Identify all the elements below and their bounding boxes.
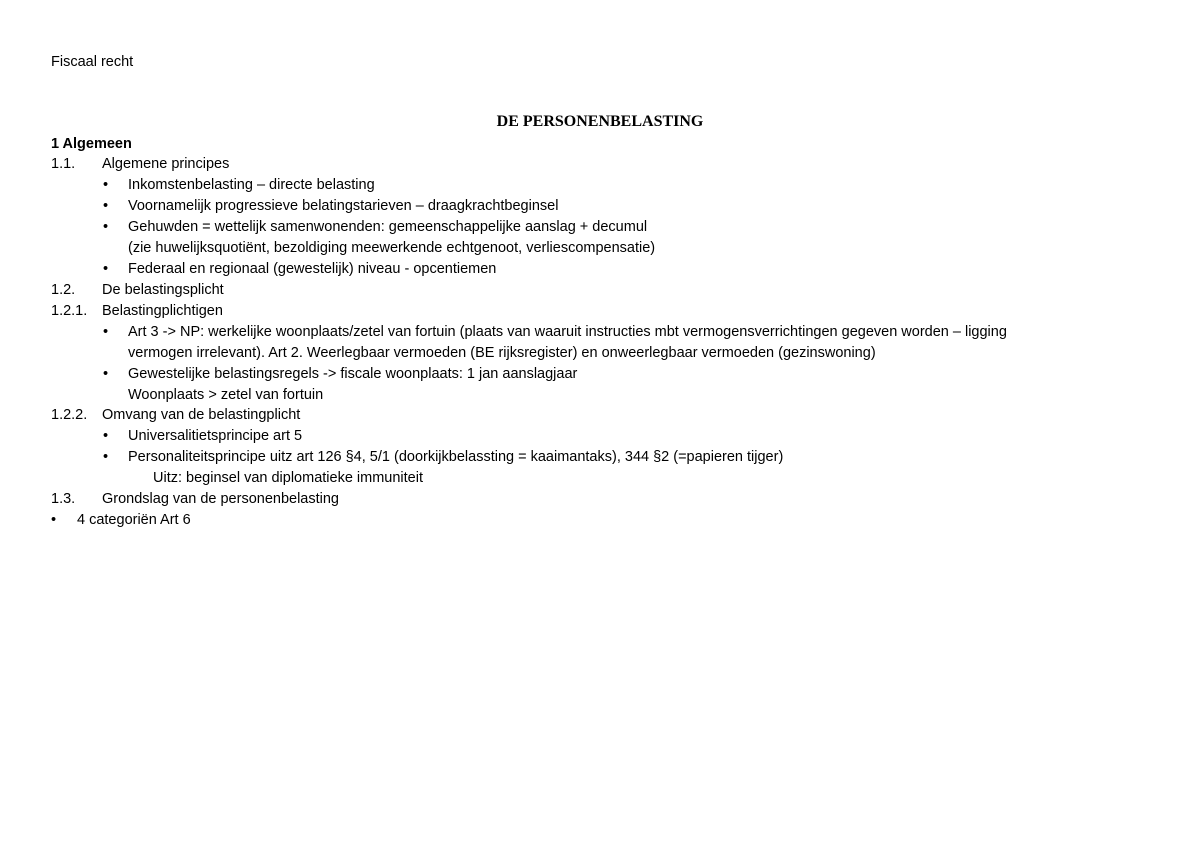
page-header: Fiscaal recht <box>51 54 134 70</box>
section-number-1-2-2: 1.2.2. <box>51 407 88 423</box>
bullet-icon: • <box>103 449 109 465</box>
bullet-icon: • <box>103 261 109 277</box>
bullet-icon: • <box>103 366 109 382</box>
list-item: Gehuwden = wettelijk samenwonenden: gemeenschappelijke aanslag + decumul <box>128 219 648 235</box>
section-heading-1-3: Grondslag van de personenbelasting <box>102 491 339 507</box>
bullet-icon: • <box>103 324 109 340</box>
bullet-icon: • <box>103 219 109 235</box>
section-number-1-1: 1.1. <box>51 156 76 172</box>
bullet-icon: • <box>103 428 109 444</box>
section-heading-1-1: Algemene principes <box>102 156 230 172</box>
section-heading-1-2-2: Omvang van de belastingplicht <box>102 407 301 423</box>
list-item: Art 3 -> NP: werkelijke woonplaats/zetel van fortuin (plaats van waaruit instructies mbt vermogensverrichtingen gegeven worden – ligging <box>128 324 1007 340</box>
list-item: 4 categoriën Art 6 <box>77 512 191 528</box>
section-heading-1: 1 Algemeen <box>51 136 132 152</box>
list-item: Voornamelijk progressieve belatingstarieven – draagkrachtbeginsel <box>128 198 559 214</box>
bullet-icon: • <box>51 512 57 528</box>
list-item: Inkomstenbelasting – directe belasting <box>128 177 375 193</box>
bullet-icon: • <box>103 198 109 214</box>
list-item: Gewestelijke belastingsregels -> fiscale woonplaats: 1 jan aanslagjaar <box>128 366 578 382</box>
bullet-icon: • <box>103 177 109 193</box>
section-number-1-2: 1.2. <box>51 282 76 298</box>
list-item: Federaal en regionaal (gewestelijk) niveau - opcentiemen <box>128 261 497 277</box>
list-item: Personaliteitsprincipe uitz art 126 §4, 5/1 (doorkijkbelassting = kaaimantaks), 344 §2 (=papieren tijger) <box>128 449 784 465</box>
section-number-1-3: 1.3. <box>51 491 76 507</box>
list-item: Universalitietsprincipe art 5 <box>128 428 303 444</box>
document-title: DE PERSONENBELASTING <box>496 113 704 130</box>
section-number-1-2-1: 1.2.1. <box>51 303 88 319</box>
section-heading-1-2-1: Belastingplichtigen <box>102 303 223 319</box>
section-heading-1-2: De belastingsplicht <box>102 282 224 298</box>
list-item-continuation: Woonplaats > zetel van fortuin <box>128 387 324 403</box>
list-item-continuation: Uitz: beginsel van diplomatieke immuniteit <box>153 470 423 486</box>
list-item-continuation: vermogen irrelevant). Art 2. Weerlegbaar vermoeden (BE rijksregister) en onweerlegbaar vermoeden (gezinswoning) <box>128 345 876 361</box>
list-item-continuation: (zie huwelijksquotiënt, bezoldiging meewerkende echtgenoot, verliescompensatie) <box>128 240 656 256</box>
